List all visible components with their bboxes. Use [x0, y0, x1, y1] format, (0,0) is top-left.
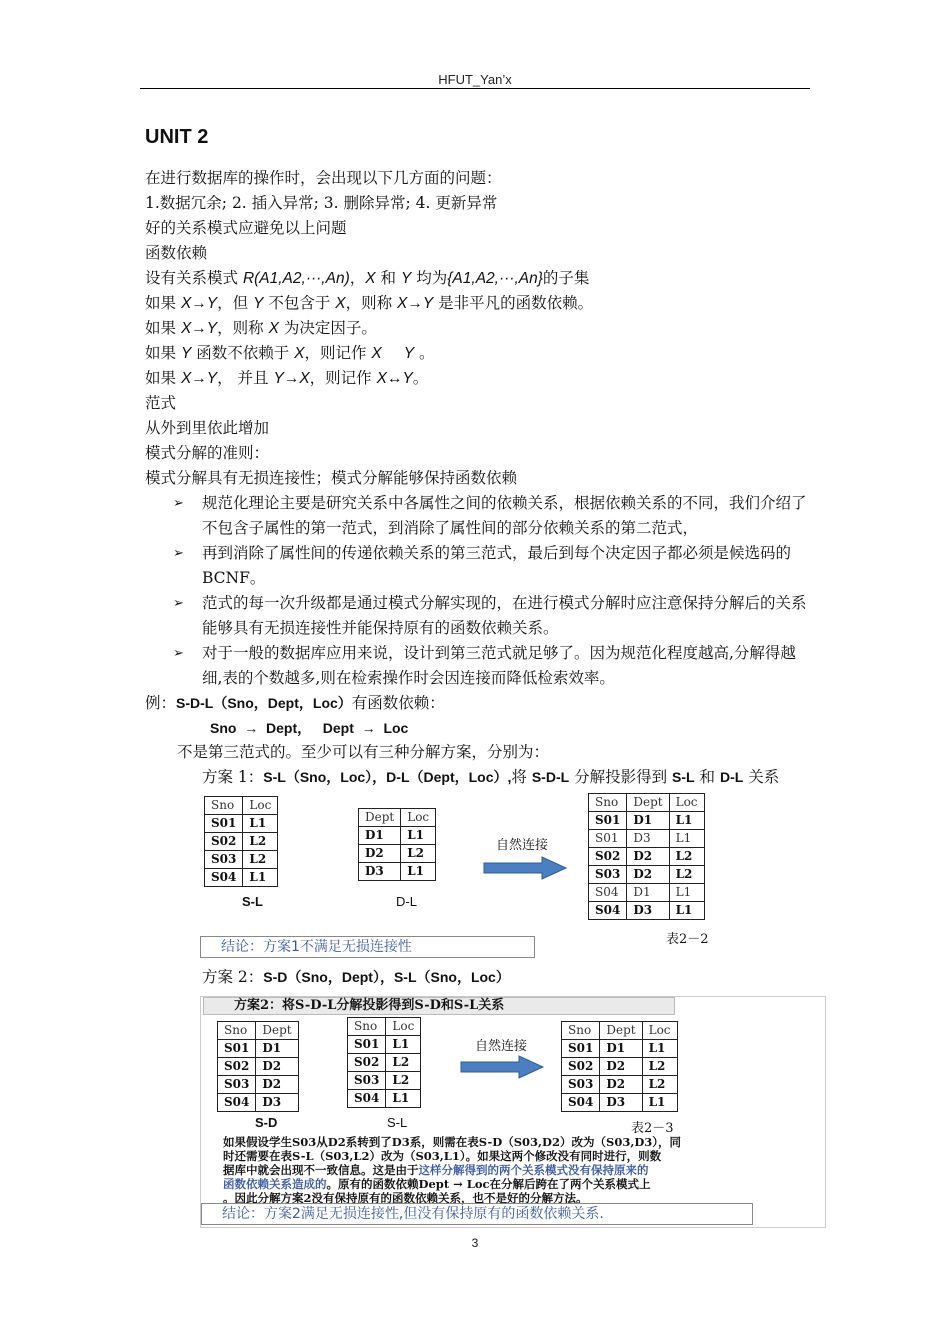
- text-line: 好的关系模式应避免以上问题: [145, 219, 347, 237]
- figure-heading: 方案2：将S-D-L分解投影得到S-D和S-L关系: [203, 997, 675, 1015]
- page-header: HFUT_Yan’x: [438, 72, 512, 87]
- text-line: 如果 X→Y， 并且 Y→X，则记作 X↔Y。: [145, 369, 429, 387]
- text-line: 如果 Y 函数不依赖于 X，则记作 X Y 。: [145, 344, 435, 362]
- bullet-arrow-icon: ➢: [173, 546, 184, 561]
- bullet-arrow-icon: ➢: [173, 596, 184, 611]
- table-s-d: Sno Dept S01 D1 S02 D2 S03 D2 S04 D3: [217, 1021, 299, 1112]
- figure-note: 如果假设学生S03从D2系转到了D3系，则需在表S-D（S03,D2）改为（S03,D3），同 时还需要在表S-L（S03,L2）改为（S03,L1）。如果这两个修改没有同时进行，则数 据库中就会出现不一致信息。这是由于这样分解得到的两个关系模式没有保持原来的 函数依赖关系造成的。原有的函数依赖Dept → Loc在分解后跨在了两个关系模式上 。因此分解方案2没有保持原有的函数依赖关系，也不是好的分解方法。: [223, 1135, 682, 1205]
- table-s-l-2: Sno Loc S01 L1 S02 L2 S03 L2 S04 L1: [347, 1017, 421, 1108]
- bullet-item: ➢ 对于一般的数据库应用来说，设计到第三范式就足够了。因为规范化程度越高,分解得越细,表的个数越多,则在检索操作时会因连接而降低检索效率。: [173, 641, 813, 691]
- page-number: 3: [471, 1236, 479, 1250]
- caption: S-L: [387, 1115, 408, 1130]
- text-line: 模式分解具有无损连接性；模式分解能够保持函数依赖: [145, 469, 518, 487]
- text-line: 1.数据冗余; 2. 插入异常; 3. 删除异常; 4. 更新异常: [145, 194, 498, 212]
- caption: 表2－3: [631, 1121, 674, 1136]
- text-line: 函数依赖: [145, 244, 208, 262]
- example-intro: 例：S-D-L（Sno，Dept，Loc）有函数依赖：: [145, 694, 445, 712]
- arrow-right-icon: [482, 856, 568, 880]
- arrow-label: 自然连接: [475, 1039, 528, 1054]
- plan1-line: 方案 1：S-L（Sno，Loc），D-L（Dept，Loc）,将 S-D-L 分解投影得到 S-L 和 D-L 关系: [202, 768, 780, 786]
- bullet-item: ➢ 范式的每一次升级都是通过模式分解实现的，在进行模式分解时应注意保持分解后的关系能够具有无损连接性并能保持原有的函数依赖关系。: [173, 591, 813, 641]
- text-line: 如果 X→Y，但 Y 不包含于 X，则称 X→Y 是非平凡的函数依赖。: [145, 294, 594, 312]
- text-line: 范式: [145, 394, 177, 412]
- caption: S-L: [242, 894, 263, 909]
- figure-plan1: [200, 790, 790, 960]
- functional-dependency: Sno → Dept， Dept → Loc: [210, 720, 409, 736]
- bullet-arrow-icon: ➢: [173, 646, 184, 661]
- bullet-arrow-icon: ➢: [173, 496, 184, 511]
- figure-plan2: [200, 996, 826, 1228]
- arrow-label: 自然连接: [496, 838, 549, 853]
- unit-title: UNIT 2: [145, 126, 209, 148]
- text-line: 在进行数据库的操作时，会出现以下几方面的问题：: [145, 169, 502, 187]
- caption: D-L: [396, 894, 417, 909]
- text-line: 不是第三范式的。至少可以有三种分解方案，分别为：: [177, 743, 550, 761]
- conclusion-box: 结论：方案2满足无损连接性,但没有保持原有的函数依赖关系.: [201, 1203, 753, 1225]
- text-line: 从外到里依此增加: [145, 419, 270, 437]
- table-d-l: Dept Loc D1 L1 D2 L2 D3 L1: [358, 808, 436, 881]
- text-line: 模式分解的准则：: [145, 444, 270, 462]
- table-s-l: Sno Loc S01 L1 S02 L2 S03 L2 S04 L1: [204, 796, 278, 887]
- plan2-line: 方案 2：S-D（Sno，Dept），S-L（Sno，Loc）: [202, 968, 510, 986]
- caption: S-D: [255, 1115, 278, 1130]
- table-joined-2-2: Sno Dept Loc S01 D1 L1 S01 D3 L1 S02 D2 L2 S03 D2 L2 S04 D1 L1 S04 D3 L1: [588, 793, 705, 920]
- caption: 表2－2: [666, 932, 709, 947]
- text-line: 设有关系模式 R(A1,A2,···,An)，X 和 Y 均为{A1,A2,···,An}的子集: [145, 269, 590, 287]
- bullet-item: ➢ 再到消除了属性间的传递依赖关系的第三范式，最后到每个决定因子都必须是候选码的 BCNF。: [173, 541, 813, 591]
- table-joined-2-3: Sno Dept Loc S01 D1 L1 S02 D2 L2 S03 D2 L2 S04 D3 L1: [561, 1021, 678, 1112]
- arrow-right-icon: [459, 1055, 545, 1079]
- header-rule: [140, 88, 810, 89]
- bullet-item: ➢ 规范化理论主要是研究关系中各属性之间的依赖关系，根据依赖关系的不同，我们介绍了不包含子属性的第一范式，到消除了属性间的部分依赖关系的第二范式，: [173, 491, 813, 541]
- conclusion-box: 结论：方案1不满足无损连接性: [200, 936, 535, 958]
- text-line: 如果 X→Y，则称 X 为决定因子。: [145, 319, 377, 337]
